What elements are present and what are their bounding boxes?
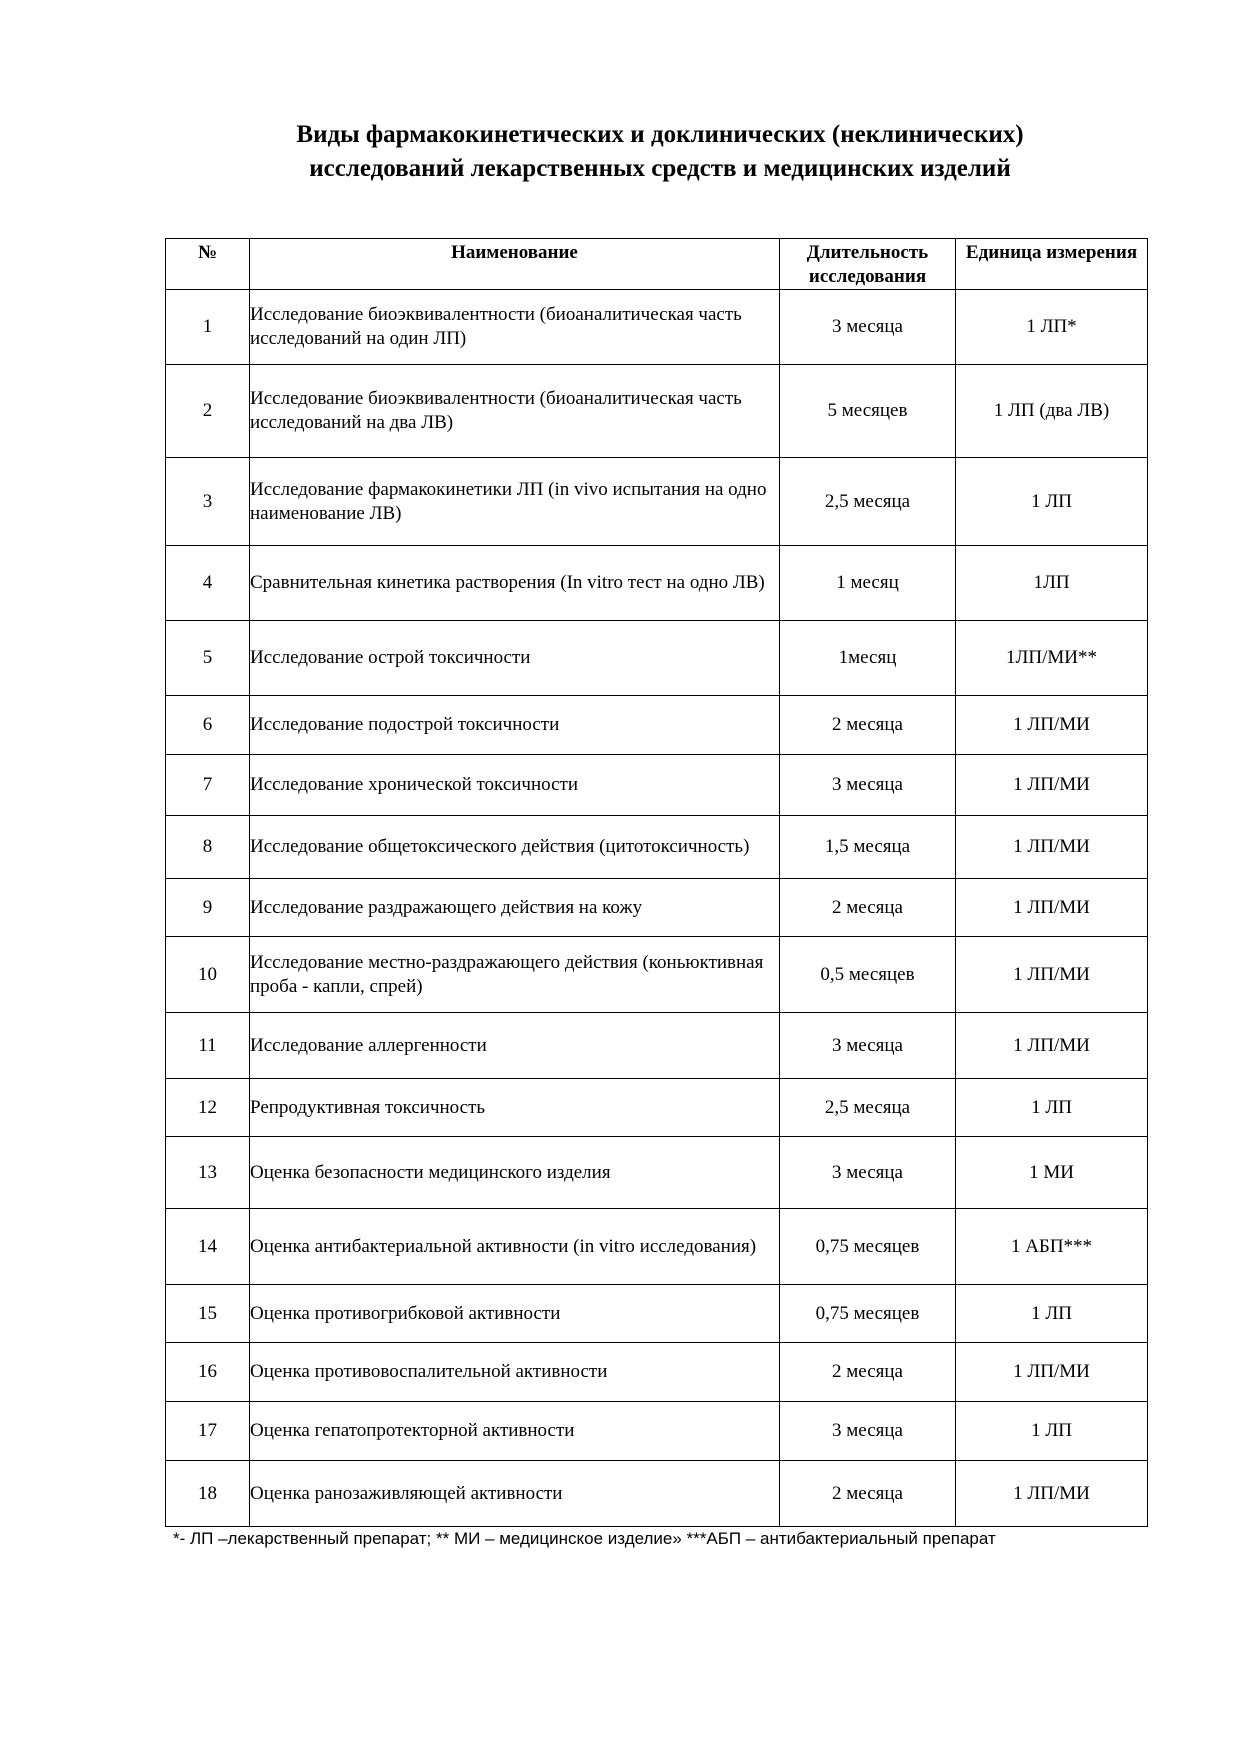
header-row — [166, 239, 1148, 290]
row-duration: 3 месяца — [780, 290, 956, 365]
row-unit: 1 ЛП* — [956, 290, 1148, 365]
row-name: Исследование острой токсичности — [250, 621, 780, 696]
row-duration: 1 месяц — [780, 546, 956, 621]
row-duration: 2 месяца — [780, 1461, 956, 1527]
table-row — [166, 365, 1148, 458]
row-num: 16 — [166, 1343, 250, 1402]
row-unit: 1 ЛП — [956, 1285, 1148, 1343]
header-num: № — [166, 239, 250, 290]
row-duration: 1,5 месяца — [780, 816, 956, 879]
row-num: 10 — [166, 937, 250, 1013]
row-name: Оценка гепатопротекторной активности — [250, 1402, 780, 1461]
row-num: 6 — [166, 696, 250, 755]
table-row — [166, 290, 1148, 365]
table-row — [166, 1343, 1148, 1402]
table-row — [166, 546, 1148, 621]
row-name: Исследование раздражающего действия на кожу — [250, 879, 780, 937]
row-name: Исследование хронической токсичности — [250, 755, 780, 816]
row-duration: 2 месяца — [780, 1343, 956, 1402]
row-name: Исследование фармакокинетики ЛП (in vivo испытания на одно наименование ЛВ) — [250, 458, 780, 546]
row-name: Оценка противовоспалительной активности — [250, 1343, 780, 1402]
title-line-2: исследований лекарственных средств и медицинских изделий — [309, 155, 1011, 182]
row-name: Исследование биоэквивалентности (биоаналитическая часть исследований на два ЛВ) — [250, 365, 780, 458]
row-num: 5 — [166, 621, 250, 696]
page-title — [160, 118, 1160, 186]
row-name: Исследование местно-раздражающего действия (коньюктивная проба - капли, спрей) — [250, 937, 780, 1013]
table-row — [166, 1209, 1148, 1285]
table-row — [166, 879, 1148, 937]
row-unit: 1 ЛП/МИ — [956, 879, 1148, 937]
row-unit: 1 АБП*** — [956, 1209, 1148, 1285]
table-row — [166, 816, 1148, 879]
row-duration: 3 месяца — [780, 755, 956, 816]
row-unit: 1 ЛП/МИ — [956, 696, 1148, 755]
row-duration: 3 месяца — [780, 1137, 956, 1209]
row-duration: 1месяц — [780, 621, 956, 696]
table-row — [166, 1461, 1148, 1527]
row-duration: 0,75 месяцев — [780, 1209, 956, 1285]
table-row — [166, 1285, 1148, 1343]
row-duration: 2 месяца — [780, 879, 956, 937]
row-num: 17 — [166, 1402, 250, 1461]
row-duration: 5 месяцев — [780, 365, 956, 458]
row-num: 15 — [166, 1285, 250, 1343]
table-row — [166, 696, 1148, 755]
row-unit: 1 ЛП/МИ — [956, 816, 1148, 879]
row-name: Сравнительная кинетика растворения (In vitro тест на одно ЛВ) — [250, 546, 780, 621]
row-unit: 1 ЛП/МИ — [956, 1461, 1148, 1527]
row-num: 12 — [166, 1079, 250, 1137]
row-name: Репродуктивная токсичность — [250, 1079, 780, 1137]
row-unit: 1 ЛП — [956, 1402, 1148, 1461]
row-unit: 1ЛП — [956, 546, 1148, 621]
studies-table — [165, 238, 1148, 1527]
row-num: 2 — [166, 365, 250, 458]
row-unit: 1 ЛП — [956, 458, 1148, 546]
row-unit: 1 МИ — [956, 1137, 1148, 1209]
table-row — [166, 1402, 1148, 1461]
row-duration: 2 месяца — [780, 696, 956, 755]
header-name: Наименование — [250, 239, 780, 290]
row-num: 7 — [166, 755, 250, 816]
footnote: *- ЛП –лекарственный препарат; ** МИ – медицинское изделие» ***АБП – антибактериальный препарат — [173, 1529, 996, 1548]
row-name: Оценка ранозаживляющей активности — [250, 1461, 780, 1527]
row-unit: 1 ЛП/МИ — [956, 1013, 1148, 1079]
row-duration: 2,5 месяца — [780, 1079, 956, 1137]
row-name: Исследование общетоксического действия (цитотоксичность) — [250, 816, 780, 879]
table-row — [166, 1013, 1148, 1079]
table-row — [166, 1137, 1148, 1209]
row-name: Оценка безопасности медицинского изделия — [250, 1137, 780, 1209]
row-num: 9 — [166, 879, 250, 937]
table-row — [166, 937, 1148, 1013]
row-duration: 3 месяца — [780, 1013, 956, 1079]
row-num: 18 — [166, 1461, 250, 1527]
row-num: 14 — [166, 1209, 250, 1285]
row-unit: 1 ЛП (два ЛВ) — [956, 365, 1148, 458]
row-unit: 1 ЛП/МИ — [956, 755, 1148, 816]
row-num: 3 — [166, 458, 250, 546]
row-duration: 2,5 месяца — [780, 458, 956, 546]
row-unit: 1 ЛП/МИ — [956, 1343, 1148, 1402]
row-unit: 1ЛП/МИ** — [956, 621, 1148, 696]
row-num: 13 — [166, 1137, 250, 1209]
row-unit: 1 ЛП — [956, 1079, 1148, 1137]
row-name: Оценка противогрибковой активности — [250, 1285, 780, 1343]
header-unit: Единица измерения — [956, 239, 1148, 290]
row-num: 1 — [166, 290, 250, 365]
row-name: Исследование аллергенности — [250, 1013, 780, 1079]
table-row — [166, 1079, 1148, 1137]
header-duration: Длительность исследования — [780, 239, 956, 290]
row-name: Исследование подострой токсичности — [250, 696, 780, 755]
title-line-1: Виды фармакокинетических и доклинических (неклинических) — [296, 121, 1024, 148]
row-name: Оценка антибактериальной активности (in vitro исследования) — [250, 1209, 780, 1285]
row-num: 8 — [166, 816, 250, 879]
table-row — [166, 458, 1148, 546]
row-unit: 1 ЛП/МИ — [956, 937, 1148, 1013]
row-duration: 0,75 месяцев — [780, 1285, 956, 1343]
row-duration: 3 месяца — [780, 1402, 956, 1461]
table-row — [166, 755, 1148, 816]
table-row — [166, 621, 1148, 696]
row-name: Исследование биоэквивалентности (биоаналитическая часть исследований на один ЛП) — [250, 290, 780, 365]
row-num: 4 — [166, 546, 250, 621]
row-duration: 0,5 месяцев — [780, 937, 956, 1013]
row-num: 11 — [166, 1013, 250, 1079]
